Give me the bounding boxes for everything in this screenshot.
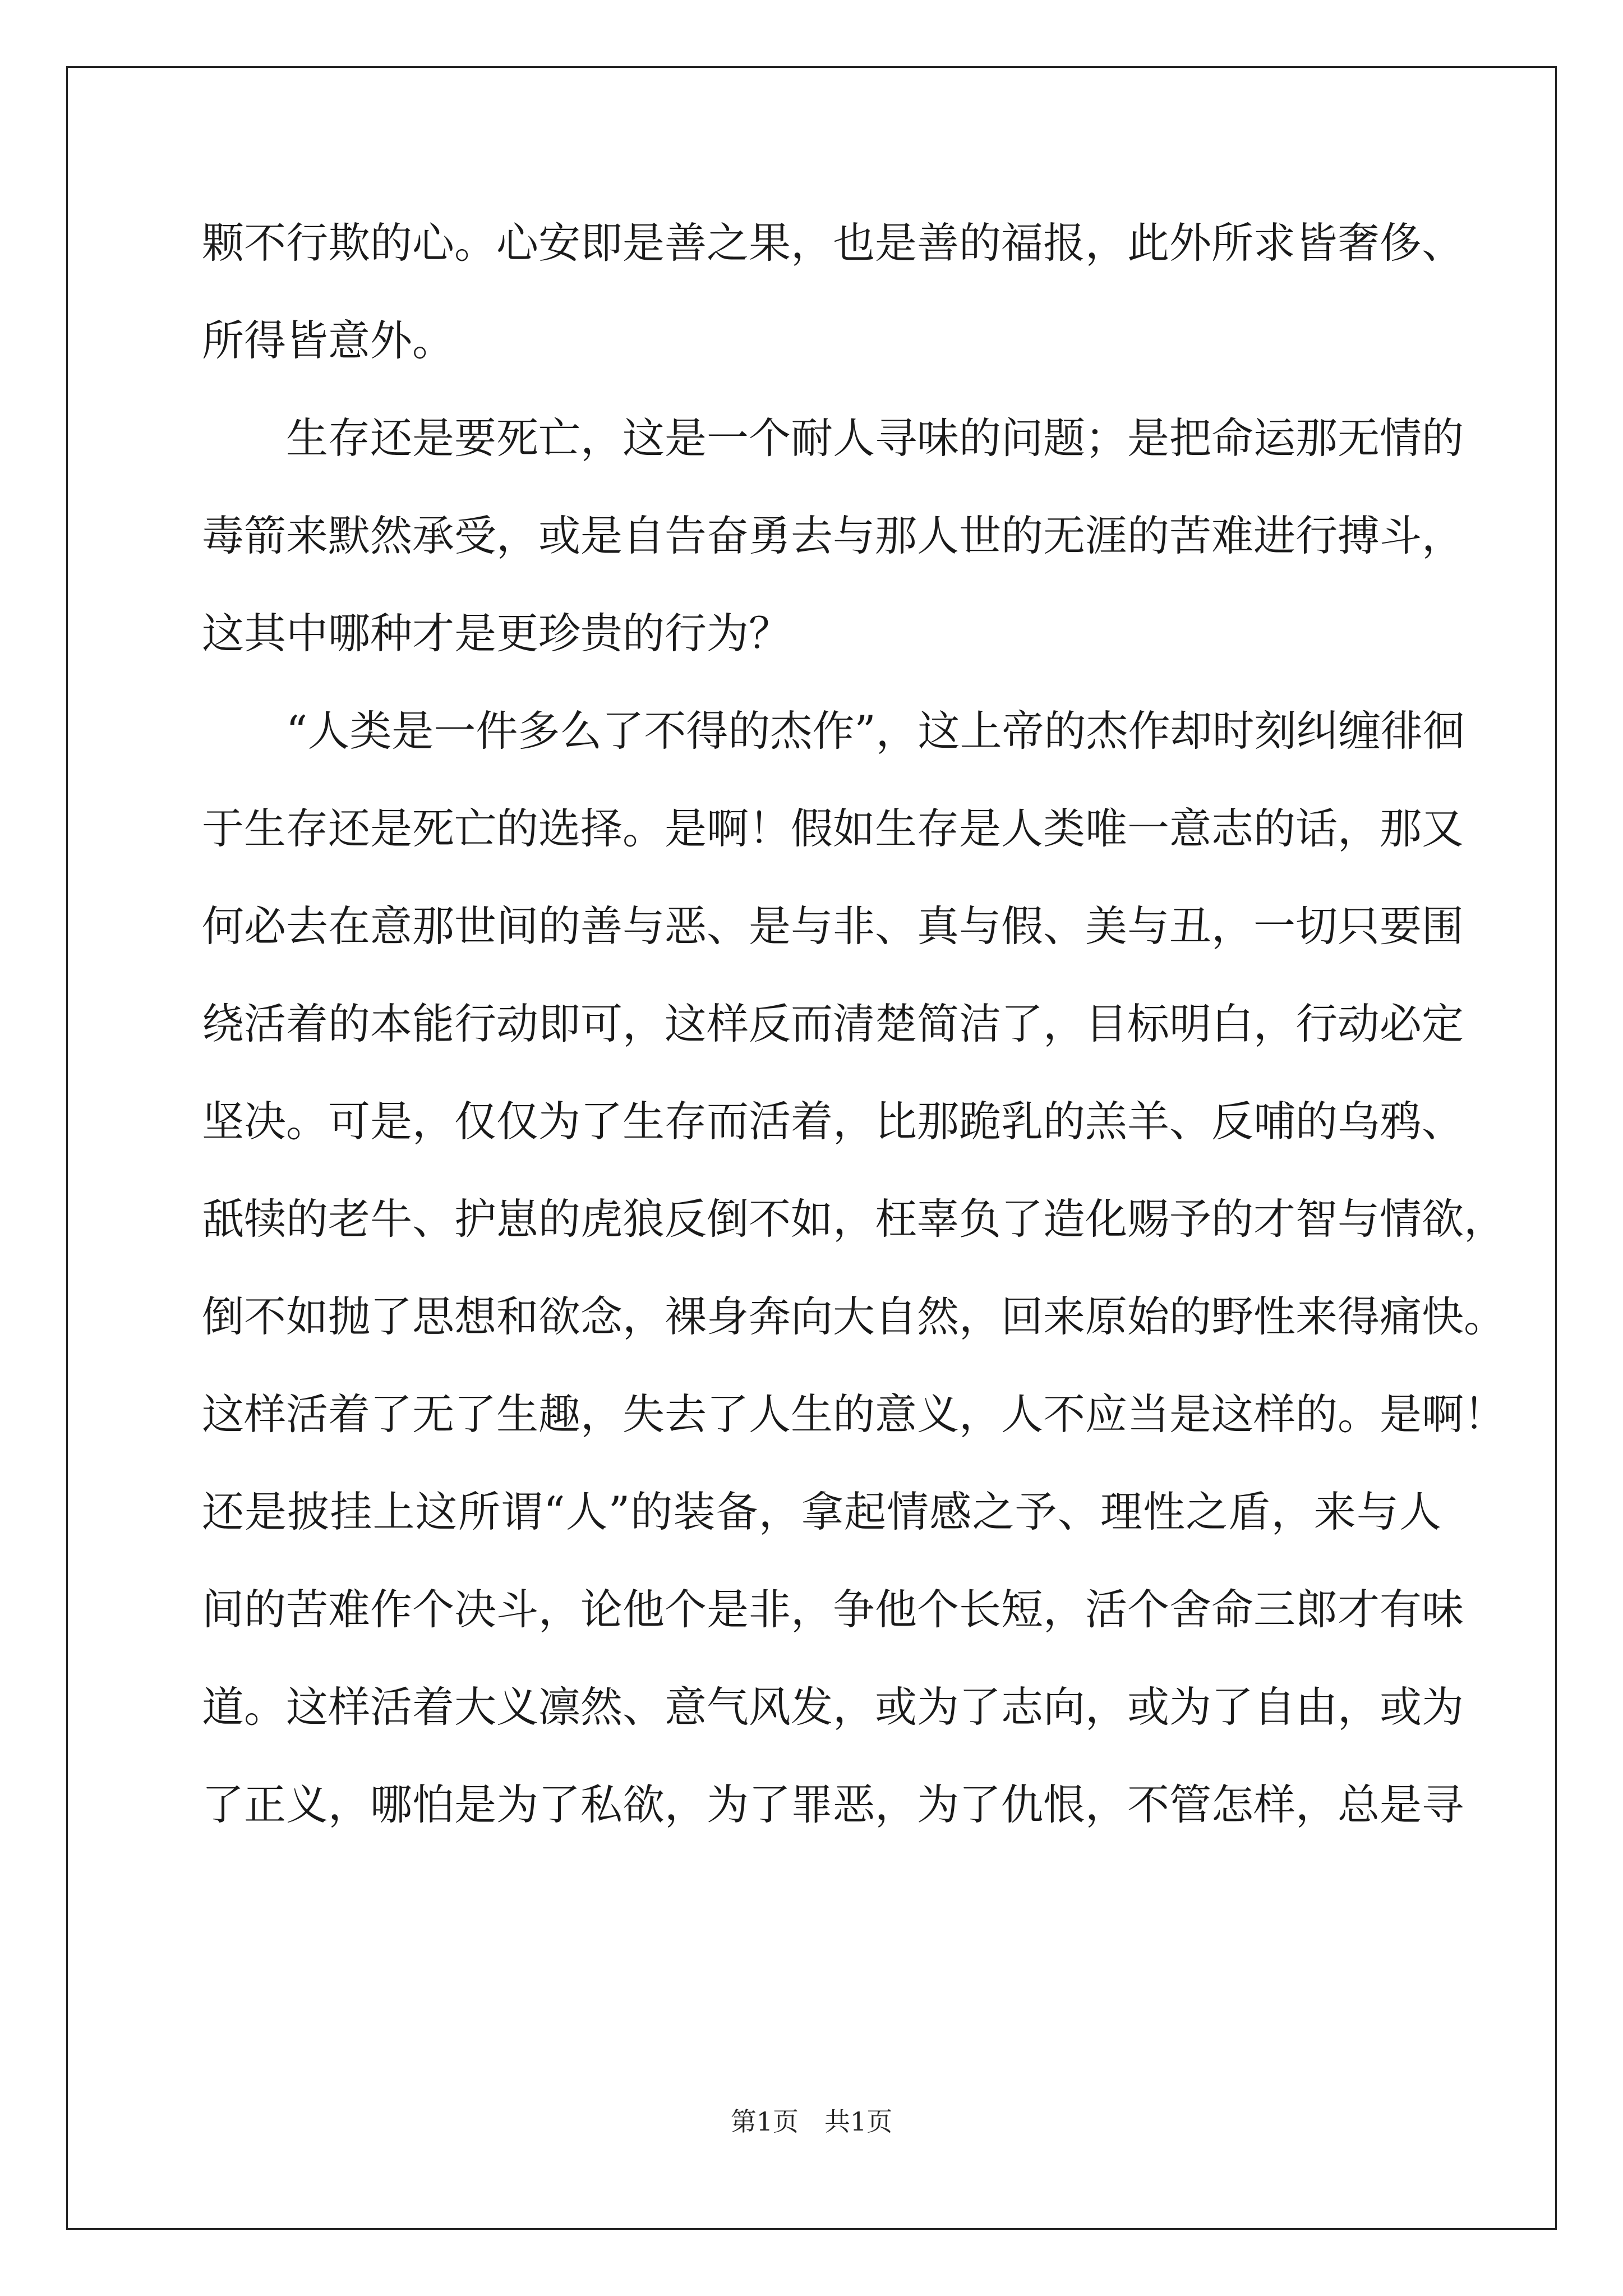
text-line: 还是披挂上这所谓“人”的装备，拿起情感之予、理性之盾，来与人: [202, 1487, 1441, 1536]
text-line: 所得皆意外。: [202, 316, 455, 365]
page-total: 共1页: [824, 2106, 893, 2137]
text-line: 这其中哪种才是更珍贵的行为？: [202, 609, 791, 658]
text-line: 坚决。可是，仅仅为了生存而活着，比那跪乳的羔羊、反哺的乌鸦、: [202, 1097, 1464, 1146]
document-body: [202, 212, 1506, 1871]
text-line: 绕活着的本能行动即可，这样反而清楚简洁了，目标明白，行动必定: [202, 999, 1464, 1048]
text-line: 舐犊的老牛、护崽的虎狼反倒不如，枉辜负了造化赐予的才智与情欲，: [202, 1194, 1506, 1244]
text-line: 倒不如抛了思想和欲念，裸身奔向大自然，回来原始的野性来得痛快。: [202, 1292, 1506, 1341]
page-footer: [0, 2105, 1623, 2138]
page-number: 第1页: [730, 2106, 799, 2137]
text-line: 道。这样活着大义凛然、意气风发，或为了志向，或为了自由，或为: [202, 1682, 1464, 1732]
text-line: “人类是一件多么了不得的杰作”，这上帝的杰作却时刻纠缠徘徊: [286, 706, 1465, 756]
text-line: 于生存还是死亡的选择。是啊！假如生存是人类唯一意志的话，那又: [202, 804, 1464, 853]
text-line: 了正义，哪怕是为了私欲，为了罪恶，为了仇恨，不管怎样，总是寻: [202, 1780, 1464, 1829]
text-line: 何必去在意那世间的善与恶、是与非、真与假、美与丑，一切只要围: [202, 901, 1464, 951]
text-line: 这样活着了无了生趣，失去了人生的意义，人不应当是这样的。是啊！: [202, 1389, 1506, 1439]
text-line: 间的苦难作个决斗，论他个是非，争他个长短，活个舍命三郎才有味: [202, 1585, 1464, 1634]
text-line: 生存还是要死亡，这是一个耐人寻味的问题；是把命运那无情的: [286, 413, 1464, 463]
text-line: 颗不行欺的心。心安即是善之果，也是善的福报，此外所求皆奢侈、: [202, 218, 1464, 268]
text-line: 毒箭来默然承受，或是自告奋勇去与那人世的无涯的苦难进行搏斗，: [202, 511, 1464, 560]
